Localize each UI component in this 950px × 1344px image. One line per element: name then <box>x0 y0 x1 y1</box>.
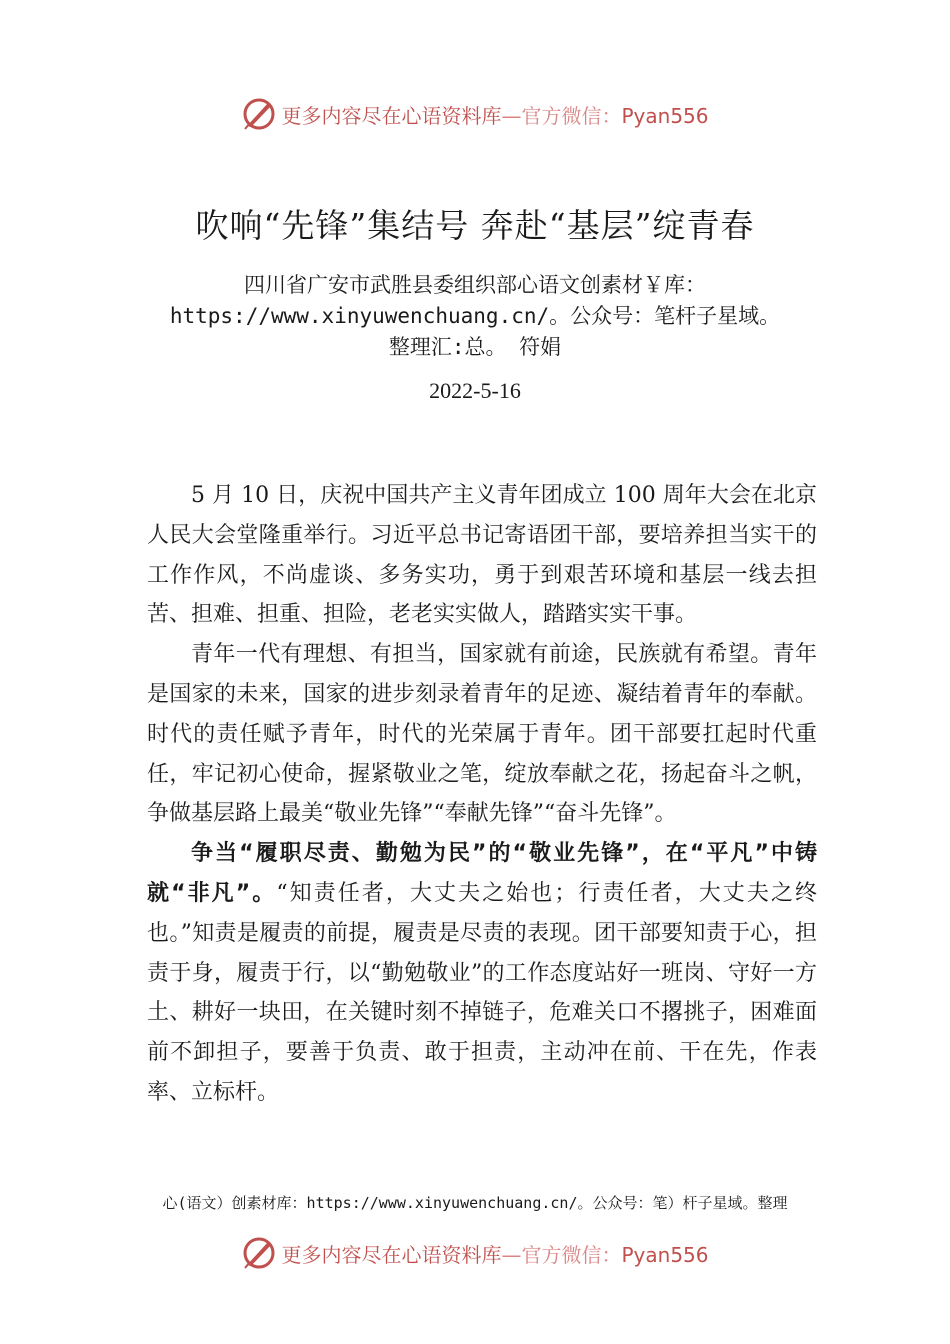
byline <box>0 270 950 363</box>
quill-pen-logo-icon <box>241 96 277 132</box>
article-date: 2022-5-16 <box>429 378 521 403</box>
byline-line-2: https://www.xinyuwenchuang.cn/。公众号：笔杆子星域。 <box>169 304 781 328</box>
banner-slogan: 更多内容尽在心语资料库 <box>281 103 502 128</box>
footer-banner <box>0 1233 950 1273</box>
paragraph-3 <box>147 834 817 1113</box>
paragraph-1: 5 月 10 日，庆祝中国共产主义青年团成立 100 周年大会在北京人民大会堂隆重举行。习近平总书记寄语团干部，要培养担当实干的工作作风，不尚虚谈、多务实功，勇于到艰苦环境和基层一线去担苦、担难、担重、担险，老老实实做人，踏踏实实干事。 <box>147 483 817 628</box>
banner-slogan: 更多内容尽在心语资料库 <box>281 1242 502 1267</box>
article-body <box>147 476 817 1113</box>
article-title: 吹响“先锋”集结号 奔赴“基层”绽青春 <box>195 206 755 245</box>
paragraph-3-body: “知责任者，大丈夫之始也；行责任者，大丈夫之终也。”知责是履责的前提，履责是尽责的表现。团干部要知责于心，担责于身，履责于行，以“勤勉敬业”的工作态度站好一班岗、守好一方土、耕好一块田，在关键时刻不掉链子，危难关口不撂挑子，困难面前不卸担子，要善于负责、敢于担责，主动冲在前、干在先，作表率、立标杆。 <box>147 880 817 1105</box>
banner-wechat-id: Pyan556 <box>621 103 709 128</box>
banner-dash: — <box>501 1242 522 1267</box>
banner-wechat-label: 官方微信： <box>521 103 622 128</box>
banner-text <box>281 1239 708 1268</box>
banner-wechat-id: Pyan556 <box>621 1242 709 1267</box>
paragraph-3-heading: 争当“履职尽责、勤勉为民”的“敬业先锋”，在“平凡”中铸就“非凡”。 <box>147 841 817 906</box>
banner-dash: — <box>501 103 522 128</box>
banner-text <box>281 100 708 129</box>
footer-note: 心(语文）创素材库：https://www.xinyuwenchuang.cn/。公众号：笔）杆子星域。整理 <box>162 1194 788 1212</box>
paragraph-2: 青年一代有理想、有担当，国家就有前途，民族就有希望。青年是国家的未来，国家的进步刻录着青年的足迹、凝结着青年的奉献。时代的责任赋予青年，时代的光荣属于青年。团干部要扛起时代重任，牢记初心使命，握紧敬业之笔，绽放奉献之花，扬起奋斗之帆，争做基层路上最美“敬业先锋”“奉献先锋”“奋斗先锋”。 <box>147 642 817 827</box>
header-banner <box>0 94 950 134</box>
byline-line-3: 整理汇:总。 符娟 <box>388 335 562 359</box>
byline-line-1: 四川省广安市武胜县委组织部心语文创素材￥库： <box>244 273 706 297</box>
quill-pen-logo-icon <box>241 1235 277 1271</box>
banner-wechat-label: 官方微信： <box>521 1242 622 1267</box>
